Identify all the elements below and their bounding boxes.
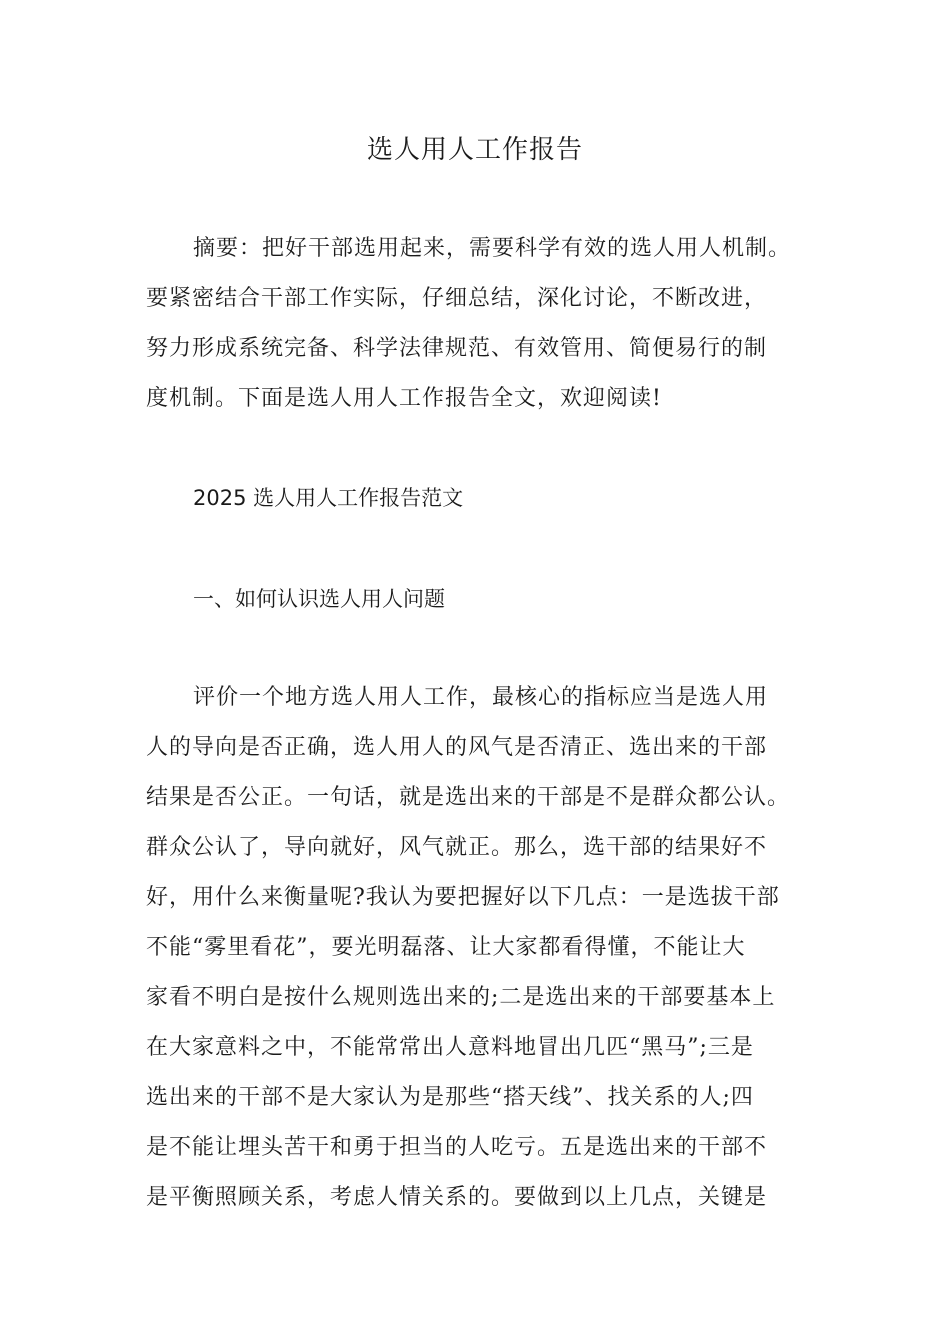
body-line: 不能“雾里看花”，要光明磊落、让大家都看得懂，不能让大 [146, 935, 746, 960]
body-line: 群众公认了，导向就好，风气就正。那么，选干部的结果好不 [146, 835, 768, 860]
body-line: 是不能让埋头苦干和勇于担当的人吃亏。五是选出来的干部不 [146, 1135, 768, 1160]
abstract-line: 摘要：把好干部选用起来，需要科学有效的选人用人机制。 [193, 236, 792, 261]
body-line: 人的导向是否正确，选人用人的风气是否清正、选出来的干部 [146, 735, 768, 760]
body-line: 评价一个地方选人用人工作，最核心的指标应当是选人用 [193, 685, 769, 710]
abstract-line: 努力形成系统完备、科学法律规范、有效管用、简便易行的制 [146, 336, 768, 361]
body-line: 是平衡照顾关系，考虑人情关系的。要做到以上几点，关键是 [146, 1185, 768, 1210]
body-line: 选出来的干部不是大家认为是那些“搭天线”、找关系的人;四 [146, 1085, 754, 1110]
body-line: 在大家意料之中，不能常常出人意料地冒出几匹“黑马”;三是 [146, 1035, 754, 1060]
body-line: 好，用什么来衡量呢?我认为要把握好以下几点：一是选拔干部 [146, 885, 780, 910]
abstract-line: 度机制。下面是选人用人工作报告全文，欢迎阅读! [146, 386, 662, 411]
abstract-line: 要紧密结合干部工作实际，仔细总结，深化讨论，不断改进， [146, 286, 768, 311]
document-subtitle: 2025 选人用人工作报告范文 [193, 486, 464, 510]
document-title: 选人用人工作报告 [366, 135, 583, 165]
body-line: 家看不明白是按什么规则选出来的;二是选出来的干部要基本上 [146, 985, 776, 1010]
body-line: 结果是否公正。一句话，就是选出来的干部是不是群众都公认。 [146, 785, 791, 810]
section-heading: 一、如何认识选人用人问题 [193, 587, 445, 611]
